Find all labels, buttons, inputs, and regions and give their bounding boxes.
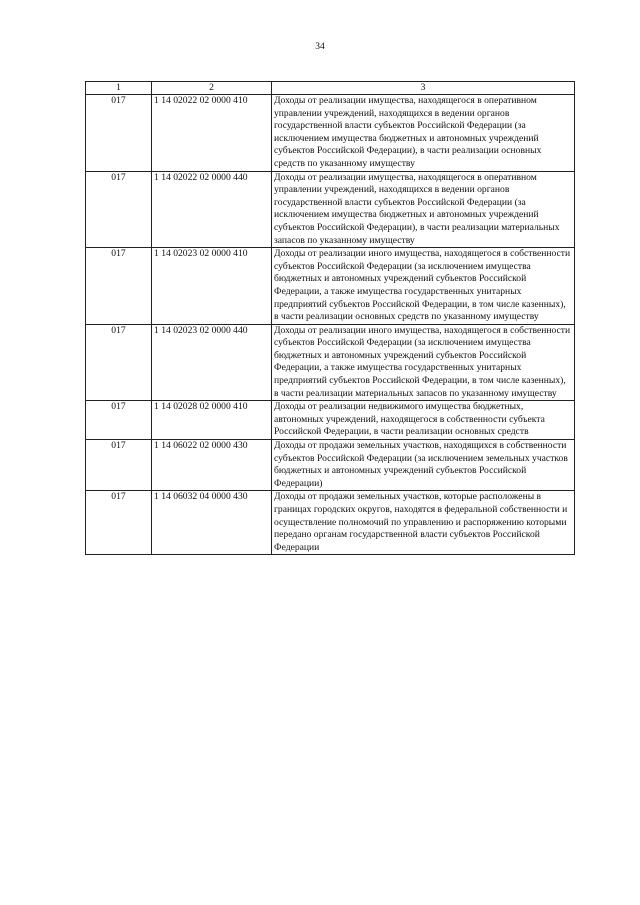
revenue-description-cell: Доходы от реализации иного имущества, находящегося в собственности субъектов Российской Федерации (за исключением имущества бюджетных и автономных учреждений субъектов Российской Федерации, а также имущества государственных унитарных предприятий субъектов Российской Федерации, в том числе казенных), в части реализации материальных запасов по указанному имуществу <box>272 324 575 401</box>
revenue-code-cell: 1 14 02023 02 0000 440 <box>152 324 272 401</box>
revenue-code-cell: 1 14 06022 02 0000 430 <box>152 440 272 491</box>
table-row <box>86 248 575 325</box>
revenue-code-cell: 1 14 02028 02 0000 410 <box>152 401 272 440</box>
table-row <box>86 491 575 555</box>
admin-code-cell: 017 <box>86 440 152 491</box>
admin-code-cell: 017 <box>86 324 152 401</box>
revenue-description-cell: Доходы от реализации недвижимого имущества бюджетных, автономных учреждений, находящегося в собственности субъекта Российской Федерации, в части реализации основных средств <box>272 401 575 440</box>
table-header-row <box>86 82 575 95</box>
admin-code-cell: 017 <box>86 401 152 440</box>
revenue-code-cell: 1 14 02022 02 0000 440 <box>152 171 272 248</box>
revenue-description-cell: Доходы от реализации имущества, находящегося в оперативном управлении учреждений, находящихся в ведении органов государственной власти субъектов Российской Федерации (за исключением имущества бюджетных и автономных учреждений субъектов Российской Федерации), в части реализации материальных запасов по указанному имуществу <box>272 171 575 248</box>
admin-code-cell: 017 <box>86 248 152 325</box>
header-col-1: 1 <box>86 82 152 95</box>
table-row <box>86 171 575 248</box>
table-row <box>86 324 575 401</box>
admin-code-cell: 017 <box>86 171 152 248</box>
header-col-2: 2 <box>152 82 272 95</box>
table-row <box>86 95 575 172</box>
revenue-description-cell: Доходы от реализации иного имущества, находящегося в собственности субъектов Российской Федерации (за исключением имущества бюджетных и автономных учреждений субъектов Российской Федерации, а также имущества государственных унитарных предприятий субъектов Российской Федерации, в том числе казенных), в части реализации основных средств по указанному имуществу <box>272 248 575 325</box>
admin-code-cell: 017 <box>86 491 152 555</box>
revenue-code-cell: 1 14 06032 04 0000 430 <box>152 491 272 555</box>
admin-code-cell: 017 <box>86 95 152 172</box>
revenue-description-cell: Доходы от реализации имущества, находящегося в оперативном управлении учреждений, находящихся в ведении органов государственной власти субъектов Российской Федерации (за исключением имущества бюджетных и автономных учреждений субъектов Российской Федерации), в части реализации основных средств по указанному имуществу <box>272 95 575 172</box>
revenue-description-cell: Доходы от продажи земельных участков, которые расположены в границах городских округов, находятся в федеральной собственности и осуществление полномочий по управлению и распоряжению которыми передано органам государственной власти субъектов Российской Федерации <box>272 491 575 555</box>
table-row <box>86 440 575 491</box>
revenue-codes-table <box>85 81 575 555</box>
header-col-3: 3 <box>272 82 575 95</box>
page-number: 34 <box>315 42 325 52</box>
revenue-code-cell: 1 14 02022 02 0000 410 <box>152 95 272 172</box>
table-row <box>86 401 575 440</box>
revenue-code-cell: 1 14 02023 02 0000 410 <box>152 248 272 325</box>
revenue-description-cell: Доходы от продажи земельных участков, находящихся в собственности субъектов Российской Федерации (за исключением земельных участков бюджетных и автономных учреждений субъектов Российской Федерации) <box>272 440 575 491</box>
